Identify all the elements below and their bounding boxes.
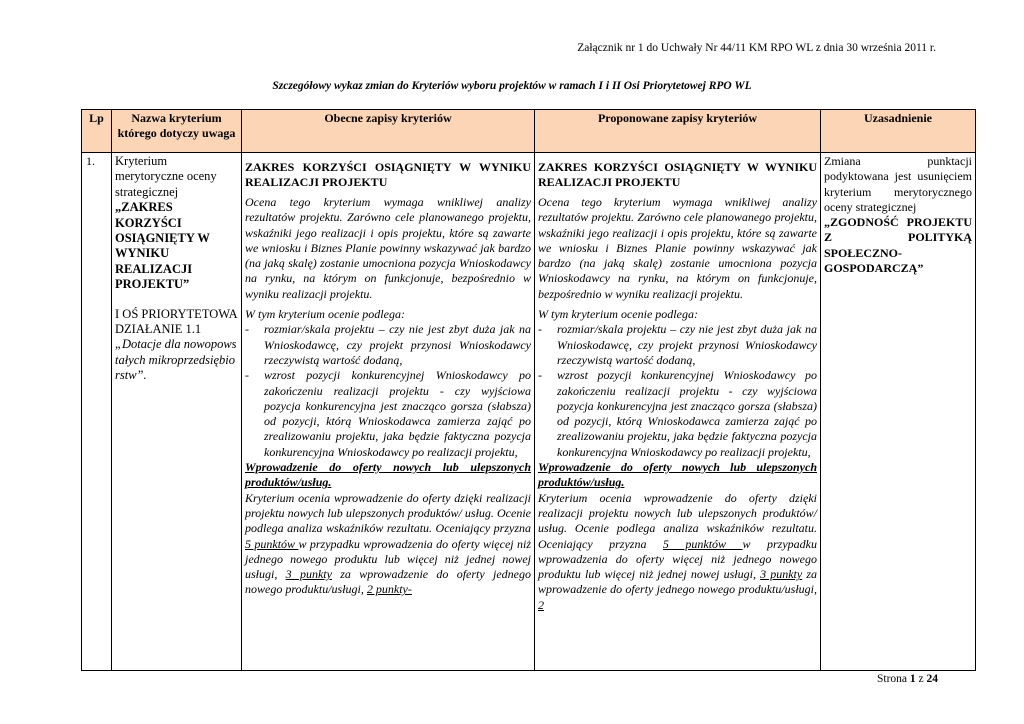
header-proposed-entries: Proponowane zapisy kryteriów <box>535 110 821 153</box>
table-row <box>82 153 976 671</box>
criterion-name-cell <box>112 153 242 671</box>
current-bullet-list <box>245 322 531 460</box>
proposed-bullet-list <box>538 322 817 460</box>
current-entries-cell <box>242 153 535 671</box>
priority-axis: I OŚ PRIORYTETOWA DZIAŁANIE 1.1 <box>115 306 238 337</box>
current-section-title: ZAKRES KORZYŚCI OSIĄGNIĘTY W WYNIKU REALIZACJI PROJEKTU <box>245 160 531 189</box>
header-lp: Lp <box>82 110 112 153</box>
current-new-products-text: Kryterium ocenia wprowadzenie do oferty dzięki realizacji projektu nowych lub ulepszonych produktów/ usług. Ocenie podlega analiza wskaźników rezultatu. Oceniający przyzna 5 punktów w przypadku wprowadzenia do oferty więcej niż jednego nowego produktu lub więcej niż jednej nowej usługi, 3 punkty za wprowadzenie do oferty jednego nowego produktu/usługi, 2 punkty- <box>245 490 531 597</box>
row-number: 1. <box>82 153 112 671</box>
header-criterion-name: Nazwa kryterium którego dotyczy uwaga <box>112 110 242 153</box>
list-item: - rozmiar/skala projektu – czy nie jest zbyt duża jak na Wnioskodawcę, czy projekt przynosi Wnioskodawcy rzeczywistą wartość dodaną, <box>245 322 531 368</box>
document-title: Szczegółowy wykaz zmian do Kryteriów wyboru projektów w ramach I i II Osi Priorytetowej RPO WL <box>272 80 752 92</box>
header-current-entries: Obecne zapisy kryteriów <box>242 110 535 153</box>
proposed-new-products-text: Kryterium ocenia wprowadzenie do oferty dzięki realizacji projektu nowych lub ulepszonych produktów/ usług. Ocenie podlega analiza wskaźników rezultatu. Oceniający przyzna 5 punktów w przypadku wprowadzenia do oferty więcej niż jednego nowego produktu lub więcej niż jednej nowej usługi, 3 punkty za wprowadzenie do oferty jednego nowego produktu/usługi, 2 <box>538 490 817 612</box>
criterion-type: Kryterium merytoryczne oceny strategicznej <box>115 154 217 199</box>
proposed-entries-cell <box>535 153 821 671</box>
table-header-row <box>82 110 976 153</box>
header-justification: Uzasadnienie <box>821 110 976 153</box>
justification-cell <box>821 153 976 671</box>
proposed-subject: W tym kryterium ocenie podlega: <box>538 307 698 322</box>
current-intro: Ocena tego kryterium wymaga wnikliwej analizy rezultatów projektu. Zarówno cele planowanego projektu, wskaźniki jego realizacji i opis projektu, które są zawarte we wniosku i Biznes Planie powinny wskazywać jak bardzo (na jaką skalę) zostanie umocniona pozycja Wnioskodawcy na rynku, na którym on funkcjonuje, bezpośrednio w wyniku realizacji projektu. <box>245 195 531 301</box>
proposed-section-title: ZAKRES KORZYŚCI OSIĄGNIĘTY W WYNIKU REALIZACJI PROJEKTU <box>538 160 817 189</box>
proposed-intro: Ocena tego kryterium wymaga wnikliwej analizy rezultatów projektu. Zarówno cele planowanego projektu, wskaźniki jego realizacji i opis projektu, które są zawarte we wniosku i Biznes Planie powinny wskazywać jak bardzo (na jaką skalę) zostanie umocniona pozycja Wnioskodawcy na rynku, na którym on funkcjonuje, bezpośrednio w wyniku realizacji projektu. <box>538 195 817 301</box>
list-item: - wzrost pozycji konkurencyjnej Wnioskodawcy po zakończeniu realizacji projektu - czy wyjściowa pozycja konkurencyjna jest znacząco gorsza (słabsza) od pozycji, którą Wnioskodawca zamierza zająć po zrealizowaniu projektu, jaka będzie faktyczna pozycja konkurencyjna Wnioskodawcy po realizacji projektu, <box>538 368 817 460</box>
criteria-table <box>81 109 976 671</box>
current-subject: W tym kryterium ocenie podlega: <box>245 307 405 322</box>
action-name: „Dotacje dla nowopowstałych mikroprzedsiębiorstw”. <box>115 337 237 383</box>
current-new-products-heading: Wprowadzenie do oferty nowych lub ulepszonych produktów/usług. <box>245 460 531 490</box>
list-item: - rozmiar/skala projektu – czy nie jest zbyt duża jak na Wnioskodawcę, czy projekt przynosi Wnioskodawcy rzeczywistą wartość dodaną, <box>538 322 817 368</box>
justification-criterion: „ZGODNOŚĆ PROJEKTU Z POLITYKĄ SPOŁECZNO-GOSPODARCZĄ” <box>824 215 972 276</box>
justification-text: Zmiana punktacji podyktowana jest usunięciem kryterium merytorycznego oceny strategicznej <box>824 154 972 214</box>
list-item: - wzrost pozycji konkurencyjnej Wnioskodawcy po zakończeniu realizacji projektu - czy wyjściowa pozycja konkurencyjna jest znacząco gorsza (słabsza) od pozycji, którą Wnioskodawca zamierza zająć po zrealizowaniu projektu, jaka będzie faktyczna pozycja konkurencyjna Wnioskodawcy po realizacji projektu, <box>245 368 531 460</box>
attachment-header: Załącznik nr 1 do Uchwały Nr 44/11 KM RPO WL z dnia 30 września 2011 r. <box>577 42 936 54</box>
criterion-name: „ZAKRES KORZYŚCI OSIĄGNIĘTY W WYNIKU REALIZACJI PROJEKTU” <box>115 200 210 292</box>
proposed-new-products-heading: Wprowadzenie do oferty nowych lub ulepszonych produktów/usług. <box>538 460 817 490</box>
page-number: Strona 1 z 24 <box>876 673 938 685</box>
